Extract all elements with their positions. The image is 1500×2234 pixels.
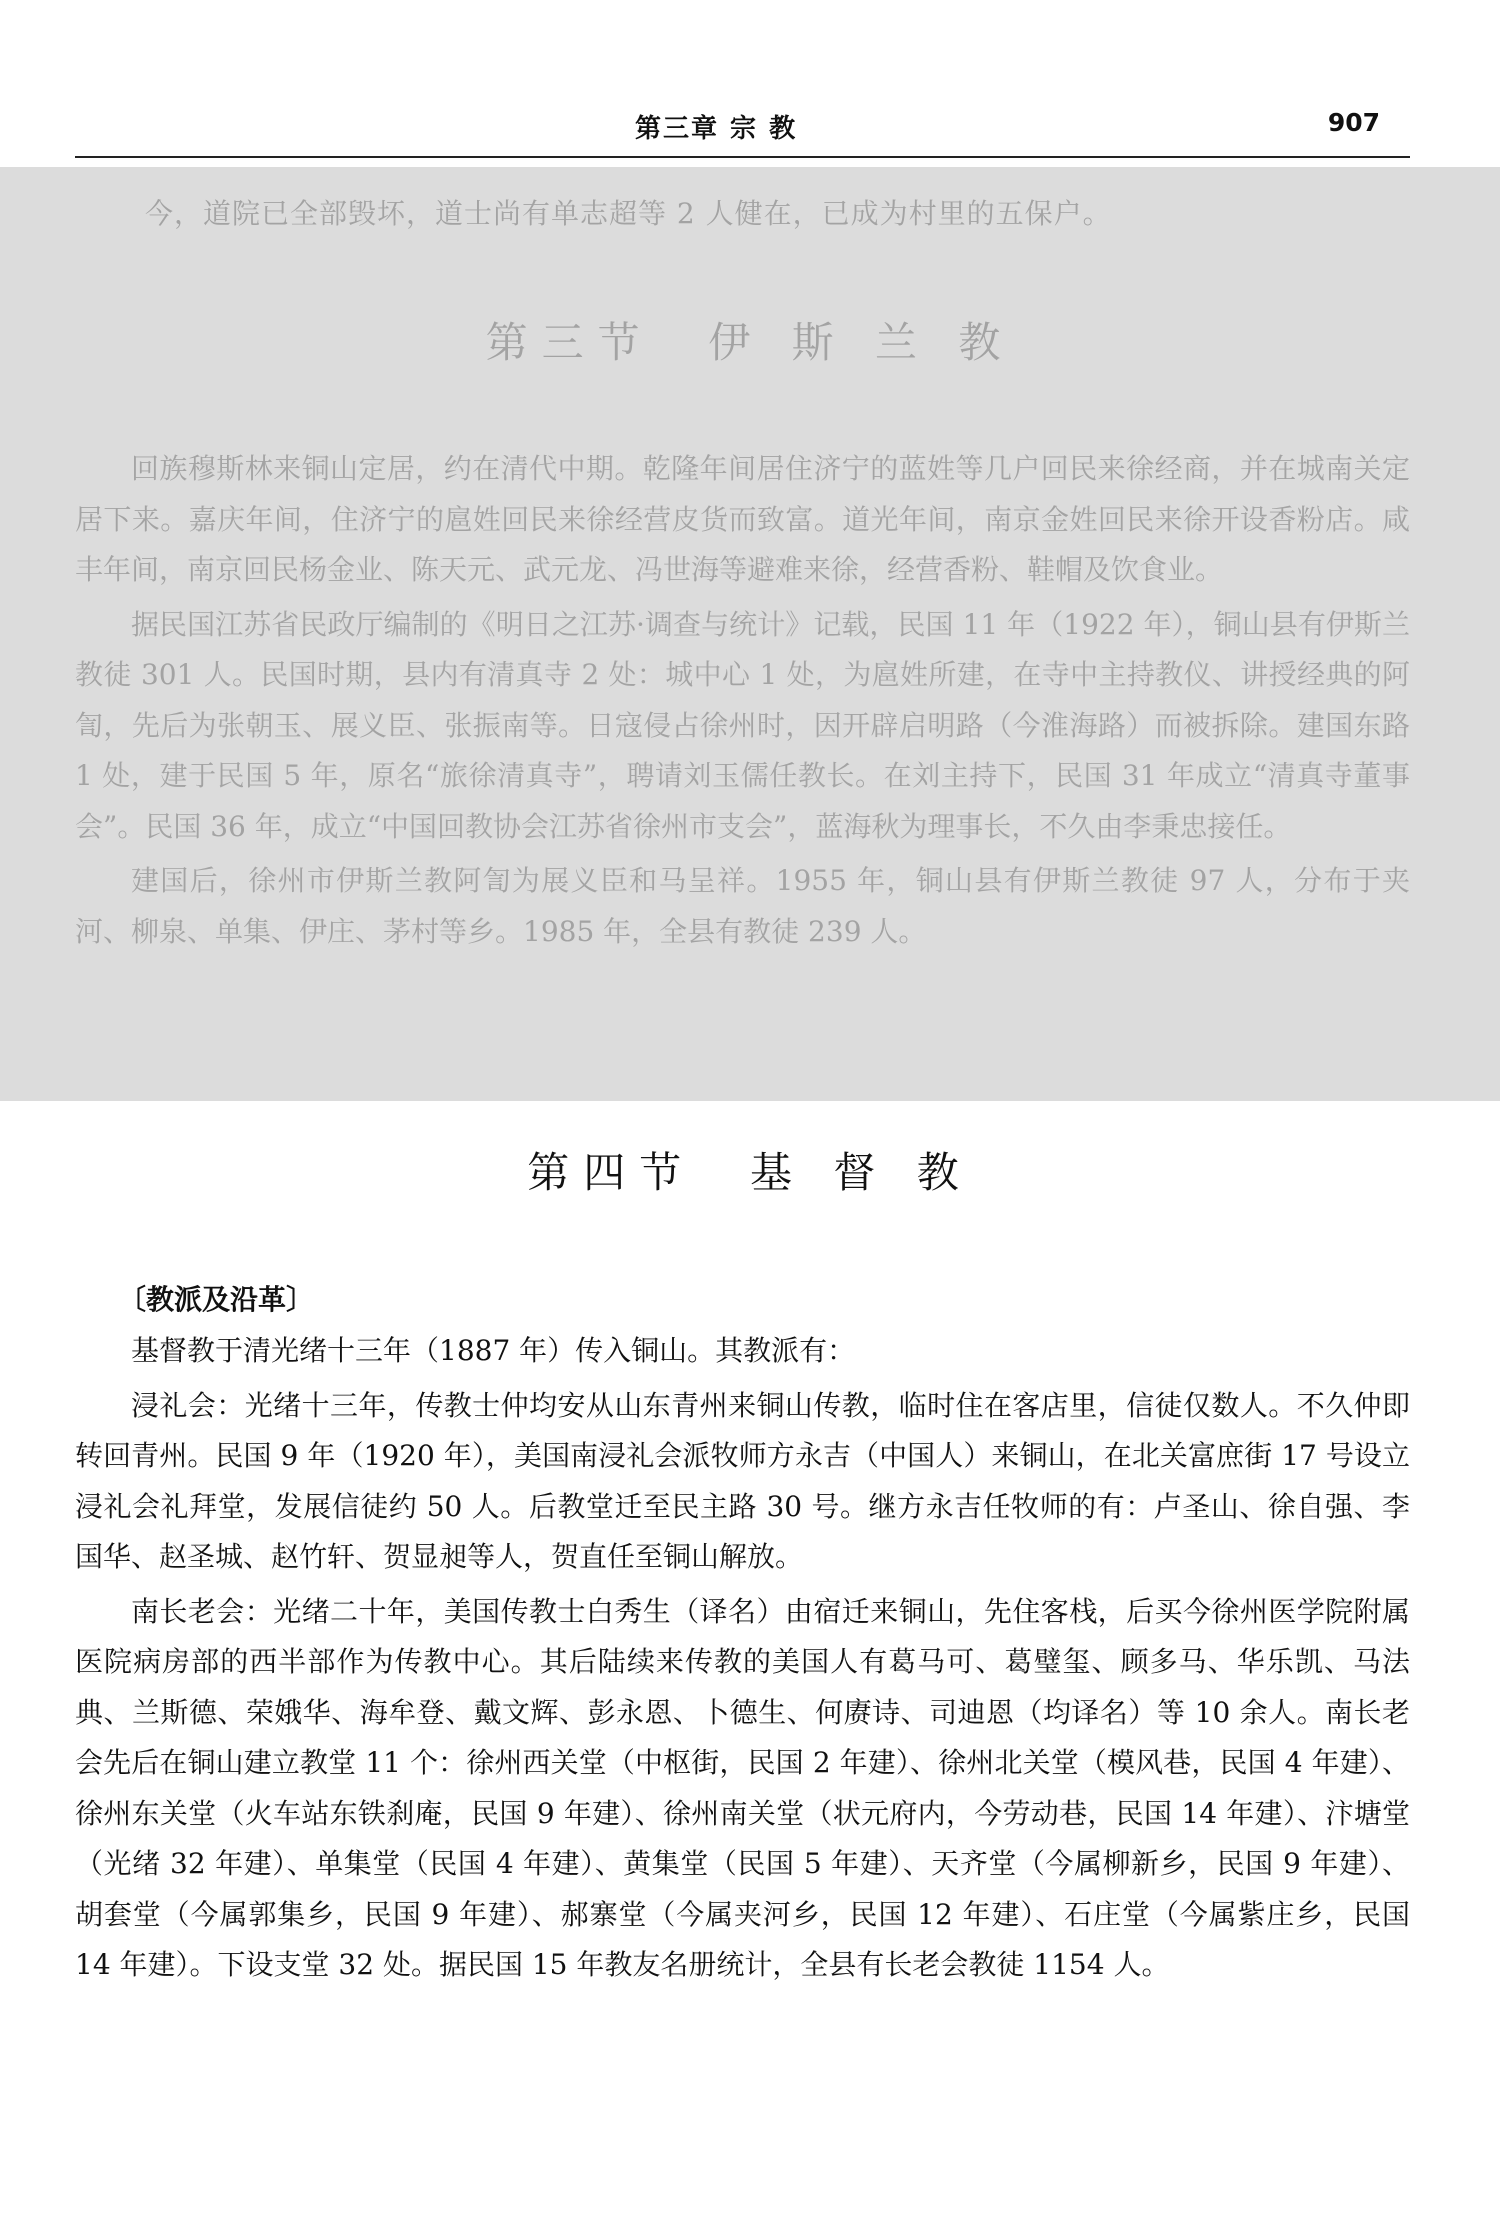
paragraph: 浸礼会：光绪十三年，传教士仲均安从山东青州来铜山传教，临时住在客店里，信徒仅数人。不久仲即转回青州。民国 9 年（1920 年），美国南浸礼会派牧师方永吉（中国人）来铜山，在北关富庶街 17 号设立浸礼会礼拜堂，发展信徒约 50 人。后教堂迁至民主路 30 号。继方永吉任牧师的有：卢圣山、徐自强、李国华、赵圣城、赵竹轩、贺显昶等人，贺直任至铜山解放。: [75, 1388, 1410, 1573]
chapter-title: 第三章 宗 教: [635, 114, 798, 144]
running-header: [75, 100, 1410, 158]
paragraph: 基督教于清光绪十三年（1887 年）传入铜山。其教派有：: [131, 1334, 856, 1367]
paragraph: 据民国江苏省民政厅编制的《明日之江苏·调查与统计》记载，民国 11 年（1922 年），铜山县有伊斯兰教徒 301 人。民国时期，县内有清真寺 2 处：城中心 1 处，为扈姓所建，在寺中主持教仪、讲授经典的阿訇，先后为张朝玉、展义臣、张振南等。日寇侵占徐州时，因开辟启明路（今淮海路）而被拆除。建国东路 1 处，建于民国 5 年，原名“旅徐清真寺”，聘请刘玉儒任教长。在刘主持下，民国 31 年成立“清真寺董事会”。民国 36 年，成立“中国回教协会江苏省徐州市支会”，蓝海秋为理事长，不久由李秉忠接任。: [75, 607, 1410, 843]
page-number: 907: [1327, 108, 1380, 137]
section-4-title: 第四节 基 督 教: [527, 1148, 973, 1197]
section-4-body: [75, 1326, 1410, 1995]
paragraph: 南长老会：光绪二十年，美国传教士白秀生（译名）由宿迁来铜山，先住客栈，后买今徐州医学院附属医院病房部的西半部作为传教中心。其后陆续来传教的美国人有葛马可、葛璧玺、顾多马、华乐凯、马法典、兰斯德、荣娥华、海牟登、戴文辉、彭永恩、卜德生、何赓诗、司迪恩（均译名）等 10 余人。南长老会先后在铜山建立教堂 11 个：徐州西关堂（中枢街，民国 2 年建）、徐州北关堂（模风巷，民国 4 年建）、徐州东关堂（火车站东铁刹庵，民国 9 年建）、徐州南关堂（状元府内，今劳动巷，民国 14 年建）、汴塘堂（光绪 32 年建）、单集堂（民国 4 年建）、黄集堂（民国 5 年建）、天齐堂（今属柳新乡，民国 9 年建）、胡套堂（今属郭集乡，民国 9 年建）、郝寨堂（今属夹河乡，民国 12 年建）、石庄堂（今属紫庄乡，民国 14 年建）。下设支堂 32 处。据民国 15 年教友名册统计，全县有长老会教徒 1154 人。: [75, 1594, 1410, 1981]
section-3-title: 第三节 伊 斯 兰 教: [485, 318, 1015, 367]
subheading-denominations: 〔教派及沿革〕: [118, 1283, 315, 1316]
paragraph: 建国后，徐州市伊斯兰教阿訇为展义臣和马呈祥。1955 年，铜山县有伊斯兰教徒 97 人，分布于夹河、柳泉、单集、伊庄、茅村等乡。1985 年，全县有教徒 239 人。: [75, 864, 1410, 948]
faded-section-islam: [0, 167, 1500, 1101]
paragraph: 回族穆斯林来铜山定居，约在清代中期。乾隆年间居住济宁的蓝姓等几户回民来徐经商，并在城南关定居下来。嘉庆年间，住济宁的扈姓回民来徐经营皮货而致富。道光年间，南京金姓回民来徐开设香粉店。咸丰年间，南京回民杨金业、陈天元、武元龙、冯世海等避难来徐，经营香粉、鞋帽及饮食业。: [75, 452, 1410, 586]
carry-over-line: 今，道院已全部毁坏，道士尚有单志超等 2 人健在，已成为村里的五保户。: [145, 197, 1112, 230]
section-3-body: [75, 444, 1410, 961]
